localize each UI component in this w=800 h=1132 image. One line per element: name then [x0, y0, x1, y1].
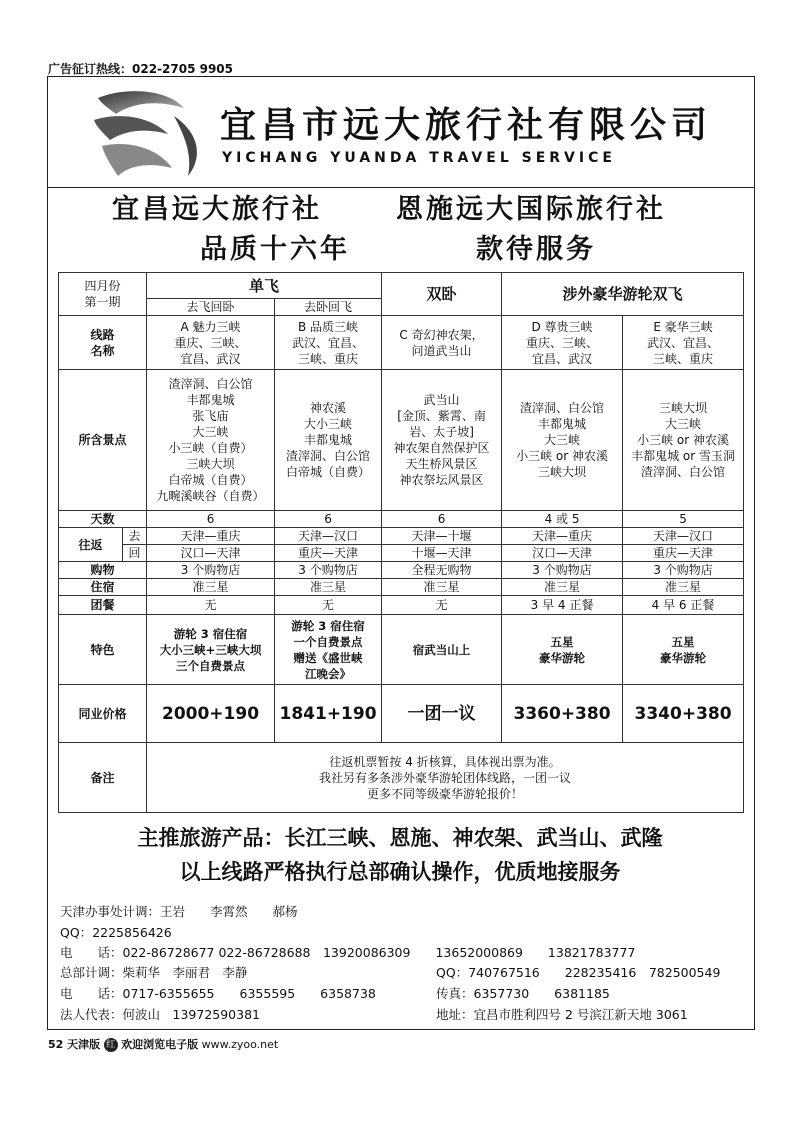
- footer-welcome: 欢迎浏览电子版: [121, 1038, 199, 1051]
- meal-c: 无: [382, 596, 502, 615]
- contact-legal: 法人代表：何波山 13972590381: [60, 1007, 260, 1022]
- price-b: 1841+190: [275, 685, 382, 743]
- days-a: 6: [147, 511, 275, 528]
- back-c: 十堰—天津: [382, 545, 502, 562]
- days-e: 5: [623, 511, 744, 528]
- meal-e: 4 早 6 正餐: [623, 596, 744, 615]
- slogan-service: 款待服务: [476, 234, 596, 265]
- hotel-label: 住宿: [59, 579, 147, 596]
- feature-a: 游轮 3 宿住宿 大小三峡+三峡大坝 三个自费景点: [147, 615, 275, 685]
- back-label: 回: [123, 545, 147, 562]
- days-c: 6: [382, 511, 502, 528]
- contact-qq1: QQ：2225856426: [60, 925, 172, 940]
- route-name-e: E 豪华三峡 武汉、宜昌、 三峡、重庆: [623, 316, 744, 370]
- meal-d: 3 早 4 正餐: [502, 596, 623, 615]
- company-name-en: YICHANG YUANDA TRAVEL SERVICE: [222, 150, 616, 166]
- meal-b: 无: [275, 596, 382, 615]
- back-e: 重庆—天津: [623, 545, 744, 562]
- hotel-e: 准三星: [623, 579, 744, 596]
- hotel-b: 准三星: [275, 579, 382, 596]
- price-e: 3340+380: [623, 685, 744, 743]
- header-divider: [48, 187, 754, 188]
- shop-a: 3 个购物店: [147, 562, 275, 579]
- go-a: 天津—重庆: [147, 528, 275, 545]
- route-name-d: D 尊贵三峡 重庆、三峡、 宜昌、武汉: [502, 316, 623, 370]
- promo-line2: 以上线路严格执行总部确认操作，优质地接服务: [179, 860, 621, 884]
- price-d: 3360+380: [502, 685, 623, 743]
- feature-c: 宿武当山上: [382, 615, 502, 685]
- company-name-cn: 宜昌市远大旅行社有限公司: [220, 105, 713, 146]
- back-a: 汉口—天津: [147, 545, 275, 562]
- hotel-c: 准三星: [382, 579, 502, 596]
- badge-icon: 红: [104, 1038, 118, 1052]
- tour-price-table: [58, 272, 744, 813]
- go-label: 去: [123, 528, 147, 545]
- note-label: 备注: [59, 743, 147, 813]
- shop-c: 全程无购物: [382, 562, 502, 579]
- go-d: 天津—重庆: [502, 528, 623, 545]
- days-b: 6: [275, 511, 382, 528]
- period-cell: 四月份 第一期: [59, 273, 147, 316]
- contact-address: 地址：宜昌市胜利四号 2 号滨江新天地 3061: [436, 1007, 688, 1022]
- contact-tel2: 电 话：0717-6355655 6355595 6358738: [60, 986, 376, 1001]
- go-b: 天津—汉口: [275, 528, 382, 545]
- group1-sub1: 去飞回卧: [147, 299, 275, 316]
- spots-a: 渣滓洞、白公馆 丰都鬼城 张飞庙 大三峡 小三峡（自费） 三峡大坝 白帝城（自费） 九畹溪峡谷（自费）: [147, 370, 275, 511]
- feature-d: 五星 豪华游轮: [502, 615, 623, 685]
- company-logo: [88, 86, 208, 182]
- hotel-a: 准三星: [147, 579, 275, 596]
- contact-qq2: QQ：740767516 228235416 782500549: [436, 965, 721, 980]
- slogan-quality: 品质十六年: [200, 234, 350, 265]
- price-a: 2000+190: [147, 685, 275, 743]
- contact-tianjin: 天津办事处计调：王岩 李霄然 郝杨: [60, 904, 298, 919]
- group1-title: 单飞: [147, 273, 382, 299]
- days-label: 天数: [59, 511, 147, 528]
- meal-label: 团餐: [59, 596, 147, 615]
- spots-d: 渣滓洞、白公馆 丰都鬼城 大三峡 小三峡 or 神农溪 三峡大坝: [502, 370, 623, 511]
- meal-a: 无: [147, 596, 275, 615]
- spots-c: 武当山 [金顶、紫霄、南 岩、太子坡] 神农架自然保护区 天生桥风景区 神农祭坛风景区: [382, 370, 502, 511]
- back-b: 重庆—天津: [275, 545, 382, 562]
- notes: 往返机票暂按 4 折核算，具体视出票为准。 我社另有多条涉外豪华游轮团体线路，一团一议 更多不同等级豪华游轮报价！: [147, 743, 744, 813]
- page-footer: [48, 1036, 278, 1052]
- slogan-agency2: 恩施远大国际旅行社: [396, 194, 666, 225]
- footer-url[interactable]: www.zyoo.net: [201, 1038, 279, 1051]
- back-d: 汉口—天津: [502, 545, 623, 562]
- feature-b: 游轮 3 宿住宿 一个自费景点 赠送《盛世峡 江晚会》: [275, 615, 382, 685]
- feature-label: 特色: [59, 615, 147, 685]
- contact-hq: 总部计调：柴莉华 李丽君 李静: [60, 965, 248, 980]
- page-number: 52 天津版: [48, 1038, 101, 1051]
- slogan-agency1: 宜昌远大旅行社: [112, 194, 322, 225]
- route-name-c: C 奇幻神农架， 问道武当山: [382, 316, 502, 370]
- hotel-d: 准三星: [502, 579, 623, 596]
- contact-tel1: 电 话：022-86728677 022-86728688 13920086309 13652000869 13821783777: [60, 945, 636, 960]
- ad-hotline: 广告征订热线：022-2705 9905: [48, 62, 234, 76]
- go-c: 天津—十堰: [382, 528, 502, 545]
- group2-title: 双卧: [382, 273, 502, 316]
- route-name-a: A 魅力三峡 重庆、三峡、 宜昌、武汉: [147, 316, 275, 370]
- promo-line1: 主推旅游产品：长江三峡、恩施、神农架、武当山、武隆: [137, 826, 663, 850]
- feature-e: 五星 豪华游轮: [623, 615, 744, 685]
- spots-e: 三峡大坝 大三峡 小三峡 or 神农溪 丰都鬼城 or 雪玉洞 渣滓洞、白公馆: [623, 370, 744, 511]
- go-e: 天津—汉口: [623, 528, 744, 545]
- group3-title: 涉外豪华游轮双飞: [502, 273, 744, 316]
- shop-d: 3 个购物店: [502, 562, 623, 579]
- price-c: 一团一议: [382, 685, 502, 743]
- route-name-b: B 品质三峡 武汉、宜昌、 三峡、重庆: [275, 316, 382, 370]
- trip-label: 往返: [59, 528, 123, 562]
- route-label: 线路 名称: [59, 316, 147, 370]
- group1-sub2: 去卧回飞: [275, 299, 382, 316]
- price-label: 同业价格: [59, 685, 147, 743]
- shop-e: 3 个购物店: [623, 562, 744, 579]
- spots-label: 所含景点: [59, 370, 147, 511]
- shop-b: 3 个购物店: [275, 562, 382, 579]
- shop-label: 购物: [59, 562, 147, 579]
- spots-b: 神农溪 大小三峡 丰都鬼城 渣滓洞、白公馆 白帝城（自费）: [275, 370, 382, 511]
- contact-fax: 传真：6357730 6381185: [436, 986, 610, 1001]
- days-d: 4 或 5: [502, 511, 623, 528]
